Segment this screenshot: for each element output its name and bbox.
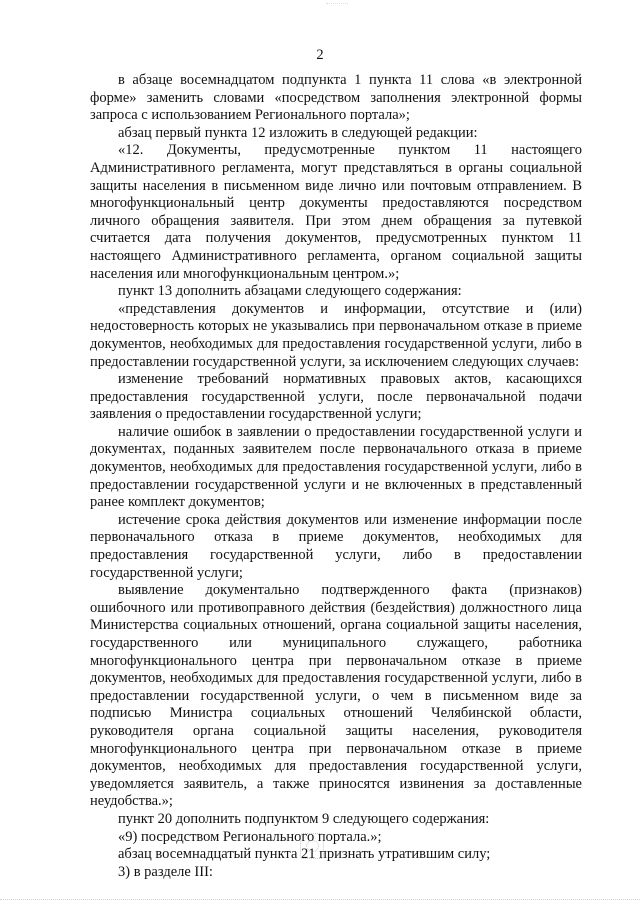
paragraph-8: истечение срока действия документов или изменение информации после первоначального отказа в приеме документов, необходимых для предоставления государственной услуги, либо в предоставлении государственной услуги; [90, 511, 582, 581]
document-body [90, 72, 582, 881]
paragraph-12: абзац восемнадцатый пункта 21 признать утратившим силу; [118, 846, 491, 863]
page-number: 2 [316, 47, 324, 63]
paragraph-2: абзац первый пункта 12 изложить в следующей редакции: [118, 124, 478, 141]
paragraph-5: «представления документов и информации, отсутствие и (или) недостоверность которых не указывались при первоначальном отказе в приеме документов, необходимых для предоставления государственной услуги, либо в предоставлении государственной услуги, за исключением следующих случаев: [90, 300, 582, 370]
paragraph-6: изменение требований нормативных правовых актов, касающихся предоставления государственной услуги, после первоначальной подачи заявления о предоставлении государственной услуги; [90, 371, 582, 423]
faint-stamp-mark [300, 833, 324, 859]
paragraph-4: пункт 13 дополнить абзацами следующего содержания: [118, 283, 462, 300]
paragraph-9: выявление документально подтвержденного факта (признаков) ошибочного или противоправного действия (бездействия) должностного лица Министерства социальных отношений, органа социальной защиты населения, государственного или муниципального служащего, работника многофункционального центра при первоначальном отказе в приеме документов, необходимых для предоставления государственной услуги, либо в предоставлении государственной услуги, о чем в письменном виде за подписью Министра социальных отношений Челябинской области, руководителя органа социальной защиты населения, руководителя многофункционального центра при первоначальном отказе в приеме документов, необходимых для предоставления государственной услуги, уведомляется заявитель, а также приносятся извинения за доставленные неудобства.»; [90, 582, 582, 810]
paragraph-11: «9) посредством Регионального портала.»; [118, 828, 382, 845]
paragraph-3: «12. Документы, предусмотренные пунктом 11 настоящего Административного регламента, могут представляться в органы социальной защиты населения в письменном виде лично или почтовым отправлением. В многофункциональный центр документы предоставляются посредством личного обращения заявителя. При этом днем обращения за путевкой считается дата получения документов, предусмотренных пунктом 11 настоящего Административного регламента, органом социальной защиты населения или многофункциональным центром.»; [90, 142, 582, 282]
paragraph-10: пункт 20 дополнить подпунктом 9 следующего содержания: [118, 810, 490, 827]
scan-bottom-edge [0, 899, 640, 901]
paragraph-13: 3) в разделе III: [118, 863, 213, 880]
paragraph-7: наличие ошибок в заявлении о предоставлении государственной услуги и документах, поданных заявителем после первоначального отказа в приеме документов, необходимых для предоставления государственной услуги, либо в предоставлении государственной услуги и не включенных в представленный ранее комплект документов; [90, 423, 582, 511]
paragraph-1: в абзаце восемнадцатом подпункта 1 пункта 11 слова «в электронной форме» заменить словами «посредством заполнения электронной формы запроса с использованием Регионального портала»; [90, 72, 582, 124]
scan-artifact [326, 3, 348, 10]
